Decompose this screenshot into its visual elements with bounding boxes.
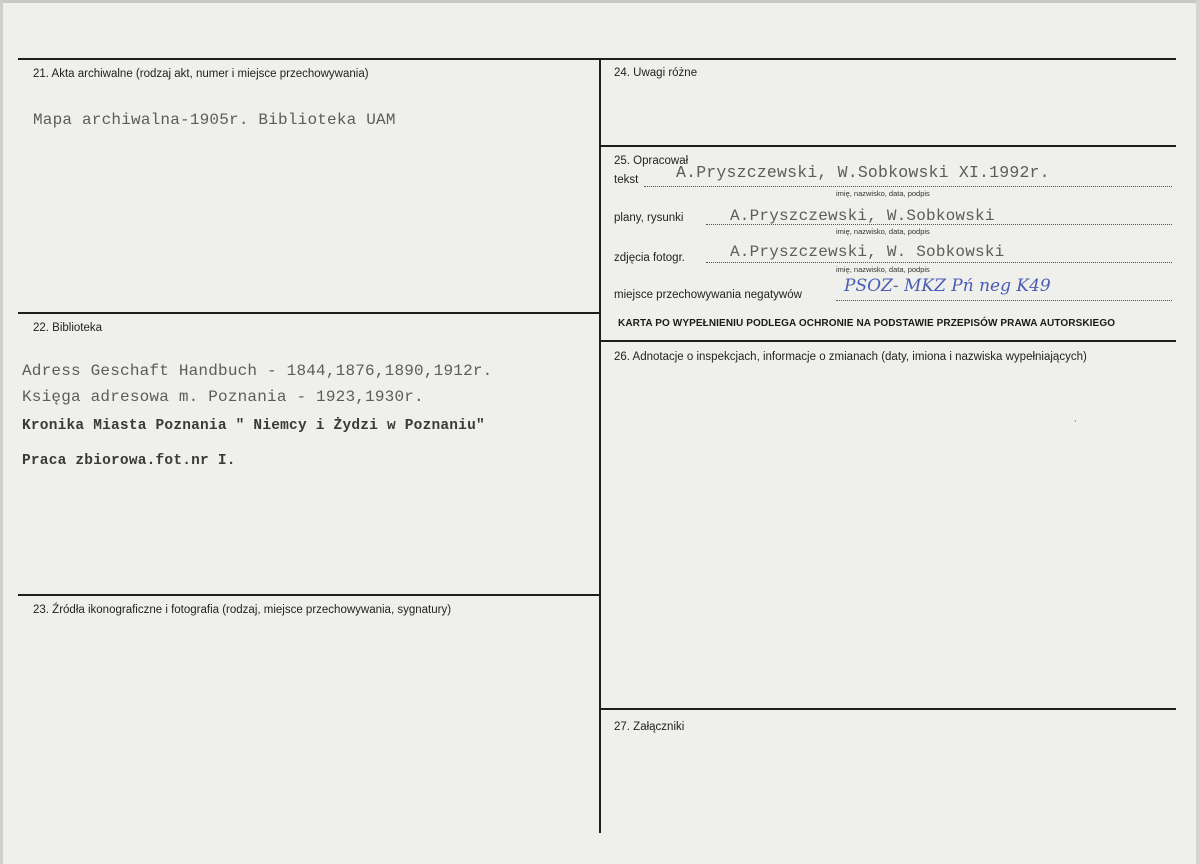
rule-22-23 (18, 594, 600, 596)
card-edge-left (0, 0, 3, 864)
negatywy-value: PSOZ- MKZ Pń neg K49 (844, 276, 1051, 296)
negatywy-label: miejsce przechowywania negatywów (614, 289, 802, 301)
column-divider (599, 58, 601, 833)
plany-value: A.Pryszczewski, W.Sobkowski (730, 207, 995, 225)
top-rule (18, 58, 1176, 60)
negatywy-line (836, 300, 1172, 301)
tekst-line (644, 186, 1172, 187)
copyright-notice: KARTA PO WYPEŁNIENIU PODLEGA OCHRONIE NA PODSTAWIE PRZEPISÓW PRAWA AUTORSKIEGO (618, 318, 1116, 329)
rule-26-27 (600, 708, 1176, 710)
section-22-line-2: Księga adresowa m. Poznania - 1923,1930r. (22, 388, 424, 406)
section-23-label: 23. Źródła ikonograficzne i fotografia (rodzaj, miejsce przechowywania, sygnatury) (33, 604, 452, 616)
stray-mark: ˙ (1074, 418, 1078, 432)
zdjecia-caption: imię, nazwisko, data, podpis (836, 265, 930, 274)
section-22-line-3: Kronika Miasta Poznania " Niemcy i Żydzi w Poznaniu" (22, 418, 485, 434)
card-edge-top (0, 0, 1200, 3)
tekst-value: A.Pryszczewski, W.Sobkowski XI.1992r. (676, 163, 1050, 182)
plany-label: plany, rysunki (614, 212, 684, 224)
section-24-label: 24. Uwagi różne (614, 67, 698, 79)
rule-21-22 (18, 312, 600, 314)
plany-caption: imię, nazwisko, data, podpis (836, 227, 930, 236)
zdjecia-line (706, 262, 1172, 263)
tekst-label: tekst (614, 174, 639, 186)
zdjecia-value: A.Pryszczewski, W. Sobkowski (730, 243, 1005, 261)
section-27-label: 27. Załączniki (614, 721, 685, 733)
rule-24-25 (600, 145, 1176, 147)
section-22-line-1: Adress Geschaft Handbuch - 1844,1876,1890,1912r. (22, 362, 493, 380)
section-21-label: 21. Akta archiwalne (rodzaj akt, numer i miejsce przechowywania) (33, 68, 369, 80)
section-22-label: 22. Biblioteka (33, 322, 103, 334)
card-edge-right (1196, 0, 1200, 864)
section-21-content: Mapa archiwalna-1905r. Biblioteka UAM (33, 111, 396, 129)
zdjecia-label: zdjęcia fotogr. (614, 252, 685, 264)
tekst-caption: imię, nazwisko, data, podpis (836, 189, 930, 198)
section-26-label: 26. Adnotacje o inspekcjach, informacje o zmianach (daty, imiona i nazwiska wypełniających) (614, 351, 1087, 363)
rule-25-26 (600, 340, 1176, 342)
section-22-line-4: Praca zbiorowa.fot.nr I. (22, 453, 236, 469)
section-25-label: 25. Opracował (614, 155, 689, 167)
